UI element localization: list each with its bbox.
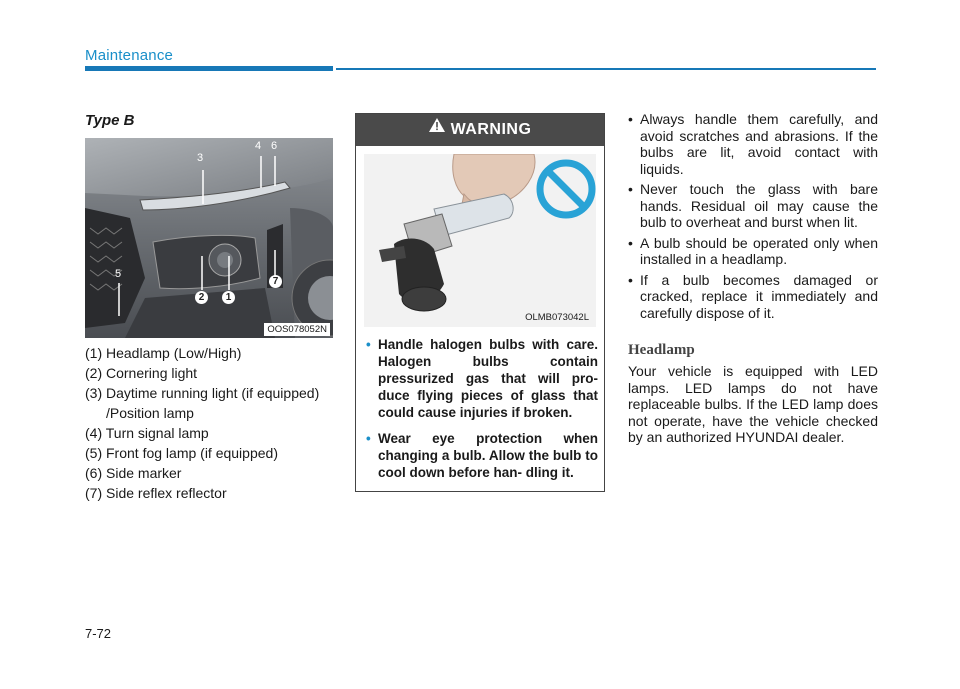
callout-5: 5 — [115, 268, 122, 280]
car-front-illustration — [85, 138, 333, 338]
warning-box — [355, 113, 605, 492]
warning-header — [356, 114, 604, 146]
headlamp-heading: Headlamp — [628, 342, 695, 358]
warning-triangle-icon — [429, 112, 445, 144]
bullet-item: • If a bulb becomes damaged or cracked, replace it immediately and carefully dispose of it. — [628, 271, 878, 321]
bullet-dot-icon: • — [628, 234, 633, 251]
bulb-photo — [364, 154, 596, 327]
lamp-legend-list — [85, 343, 345, 503]
callout-3: 3 — [197, 152, 204, 164]
bullet-item: • Always handle them carefully, and avoid scratches and abrasions. If the bulbs are lit, avoid contact with liquids. — [628, 111, 878, 177]
bullet-dot-icon: • — [366, 337, 371, 352]
legend-item-continuation: /Position lamp — [106, 405, 194, 421]
page-number: 7-72 — [85, 626, 112, 641]
warning-item: • Handle halogen bulbs with care. Halogen bulbs contain pressurized gas that will pro- duce flying pieces of glass that could cause injuries if broken. — [366, 337, 598, 420]
header-rule-thick — [85, 66, 333, 71]
legend-item: (7) Side reflex reflector — [85, 485, 227, 501]
legend-item: (6) Side marker — [85, 465, 182, 481]
photo-code: OOS078052N — [264, 323, 330, 336]
section-title: Maintenance — [85, 47, 174, 64]
callout-1: 1 — [222, 291, 235, 304]
bullet-dot-icon: • — [366, 431, 371, 446]
callout-4: 4 — [255, 140, 262, 152]
bullet-dot-icon: • — [628, 271, 633, 288]
headlamp-photo — [85, 138, 333, 338]
bullet-item: • Never touch the glass with bare hands. Residual oil may cause the bulb to overheat and burst when lit. — [628, 181, 878, 230]
bullet-dot-icon: • — [628, 181, 633, 197]
type-title: Type B — [85, 112, 135, 129]
warning-list — [366, 336, 598, 490]
legend-item: (3) Daytime running light (if equipped) — [85, 385, 320, 401]
legend-item: (5) Front fog lamp (if equipped) — [85, 445, 278, 461]
hand-holding-bulb-illustration — [364, 154, 596, 327]
legend-item: (2) Cornering light — [85, 365, 198, 381]
callout-6: 6 — [271, 140, 278, 152]
headlamp-paragraph: Your vehicle is equipped with LED lamps. LED lamps do not have replaceable bulbs. If the LED lamp does not operate, have the vehicle checked by an authorized HYUNDAI dealer. — [628, 363, 878, 445]
legend-item: (4) Turn signal lamp — [85, 425, 209, 441]
warning-title: WARNING — [450, 121, 532, 139]
handling-bullet-list — [628, 111, 878, 325]
callout-2: 2 — [195, 291, 208, 304]
warning-item: • Wear eye protection when changing a bulb. Allow the bulb to cool down before han- dling it. — [366, 431, 598, 480]
legend-item: (1) Headlamp (Low/High) — [85, 345, 242, 361]
photo-code: OLMB073042L — [525, 312, 589, 323]
header-rule-thin — [336, 68, 876, 70]
bullet-dot-icon: • — [628, 111, 633, 127]
callout-7: 7 — [269, 275, 282, 288]
bullet-item: • A bulb should be operated only when installed in a headlamp. — [628, 234, 878, 267]
